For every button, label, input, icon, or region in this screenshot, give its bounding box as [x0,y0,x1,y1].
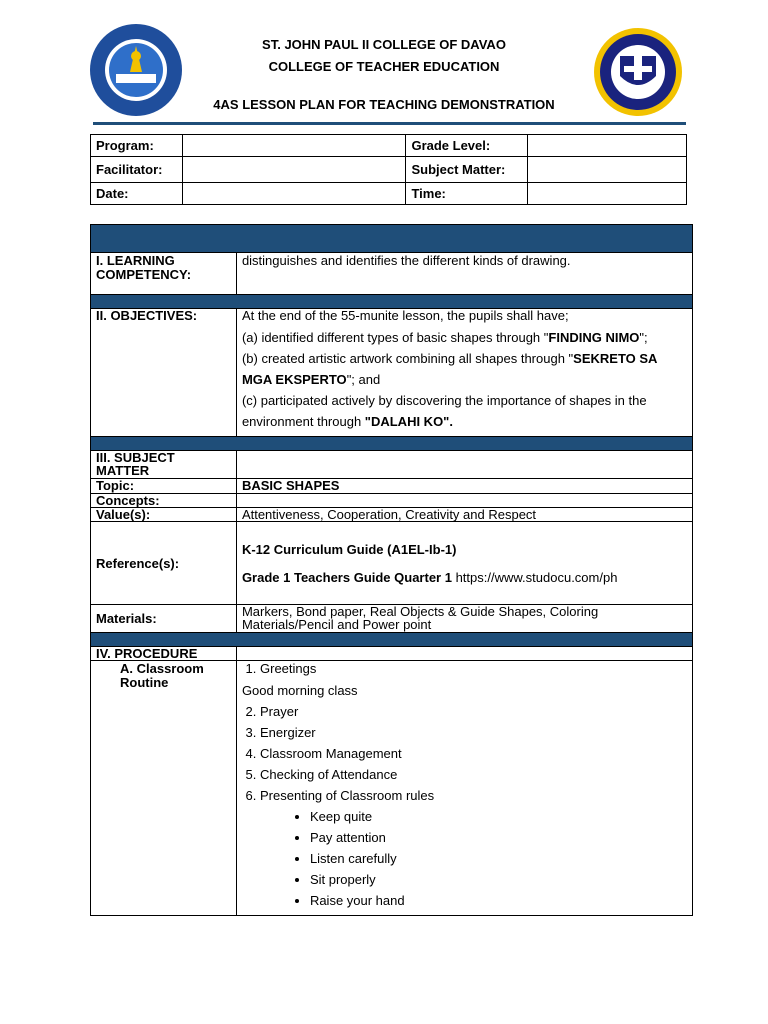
time-field[interactable] [528,183,687,205]
subject-matter-label: Subject Matter: [406,157,528,183]
greeting-text: Good morning class [241,683,358,698]
reference-link[interactable]: https://www.studocu.com/ph [455,569,618,585]
objective-a: (a) identified different types of basic shapes through "FINDING NIMO"; [241,330,648,345]
values-value: Attentiveness, Cooperation, Creativity and Respect [236,508,692,522]
facilitator-label: Facilitator: [91,157,183,183]
reference-curriculum-guide: K-12 Curriculum Guide (A1EL-Ib-1) [241,541,457,557]
lesson-plan-table [90,224,693,916]
procedure-row [91,647,693,661]
competency-row [91,253,693,295]
step-energizer: 3. Energizer [241,725,316,740]
objectives-intro: At the end of the 55-munite lesson, the pupils shall have; [241,308,569,323]
procedure-heading: IV. PROCEDURE [91,647,237,661]
college-name: ST. JOHN PAUL II COLLEGE OF DAVAO [262,37,506,52]
topic-row [91,479,693,494]
materials-value: Markers, Bond paper, Real Objects & Guide Shapes, Coloring Materials/Pencil and Power point [236,605,692,633]
objectives-row [91,309,693,437]
section-band [91,225,693,253]
department-name: COLLEGE OF TEACHER EDUCATION [268,59,500,74]
concepts-row [91,494,693,508]
objective-c: (c) participated actively by discovering the importance of shapes in the environment through "DALAHI KO". [241,393,647,429]
rule-item: • Sit properly [310,869,687,890]
step-greetings: 1. Greetings [241,661,317,676]
facilitator-field[interactable] [182,157,406,183]
subject-matter-row [91,451,693,479]
objective-b: (b) created artistic artwork combining all shapes through "SEKRETO SA MGA EKSPERTO"; and [241,351,657,387]
topic-label: Topic: [91,479,237,494]
concepts-label: Concepts: [91,494,237,508]
concepts-value [236,494,692,508]
reference-teachers-guide: Grade 1 Teachers Guide Quarter 1 https://www.studocu.com/ph [241,569,618,585]
competency-text: distinguishes and identifies the different kinds of drawing. [241,253,571,268]
values-row [91,508,693,522]
competency-label: I. LEARNING COMPETENCY: [96,253,192,282]
values-label: Value(s): [91,508,237,522]
date-label: Date: [91,183,183,205]
references-row [91,522,693,605]
materials-label: Materials: [91,605,237,633]
college-seal-logo [588,26,688,118]
document-title: 4AS LESSON PLAN FOR TEACHING DEMONSTRATION [213,97,555,112]
grade-level-label: Grade Level: [406,135,528,157]
section-band [91,633,693,647]
header-divider [93,122,686,125]
lesson-info-table [90,134,687,205]
classroom-routine-row [91,661,693,916]
rule-item: • Pay attention [310,827,687,848]
step-prayer: 2. Prayer [241,704,299,719]
program-field[interactable] [182,135,406,157]
time-label: Time: [406,183,528,205]
step-classroom-rules: 6. Presenting of Classroom rules [241,788,435,803]
classroom-rules-list [242,806,687,911]
rule-item: • Keep quite [310,806,687,827]
section-band [91,437,693,451]
program-label: Program: [91,135,183,157]
topic-value: BASIC SHAPES [236,479,692,494]
subject-matter-heading: III. SUBJECT MATTER [96,450,175,478]
rule-item: • Raise your hand [310,890,687,911]
date-field[interactable] [182,183,406,205]
grade-level-field[interactable] [528,135,687,157]
subject-matter-field[interactable] [528,157,687,183]
section-band [91,295,693,309]
rule-item: • Listen carefully [310,848,687,869]
materials-row [91,605,693,633]
step-classroom-management: 4. Classroom Management [241,746,402,761]
objectives-label: II. OBJECTIVES: [96,308,198,323]
classroom-routine-label: A. Classroom Routine [120,661,204,690]
references-label: Reference(s): [91,522,237,605]
step-checking-attendance: 5. Checking of Attendance [241,767,398,782]
